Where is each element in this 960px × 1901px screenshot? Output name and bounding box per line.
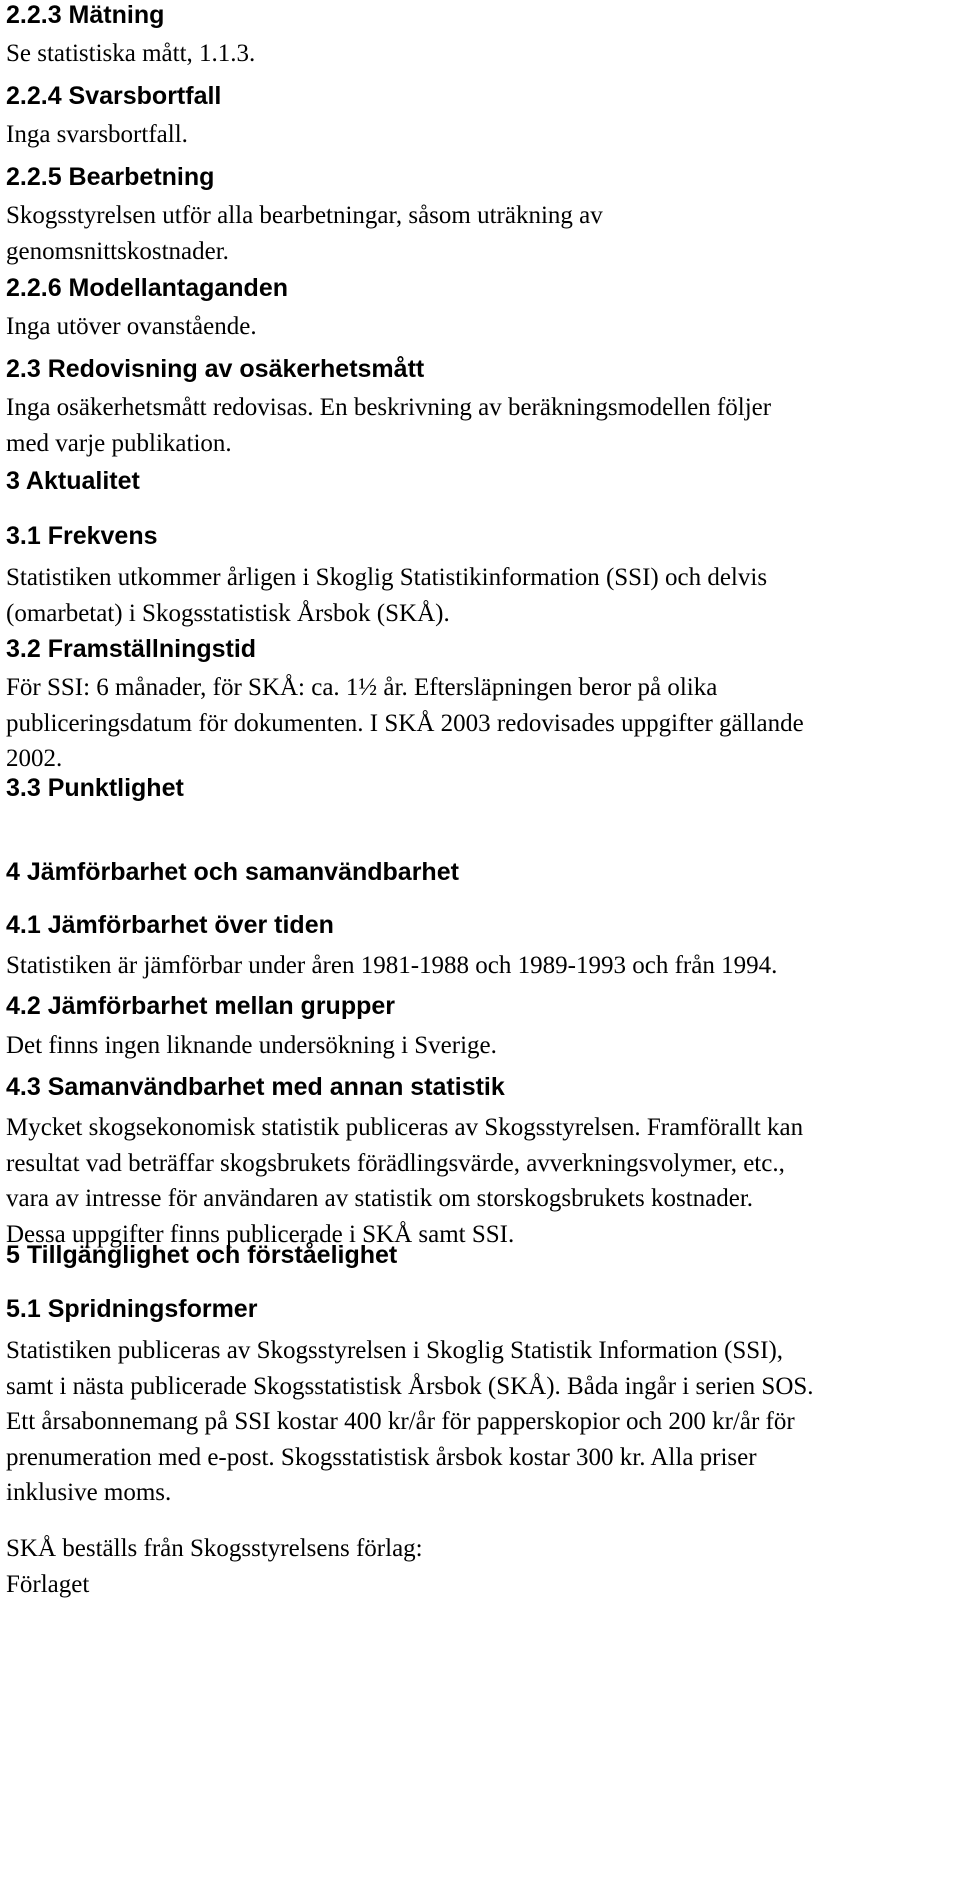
text-line: med varje publikation. (6, 429, 232, 457)
text-line: Statistiken är jämförbar under åren 1981-1988 och 1989-1993 och från 1994. (6, 952, 778, 979)
text-line: Ett årsabonnemang på SSI kostar 400 kr/år för papperskopior och 200 kr/år för (6, 1408, 795, 1435)
heading-3-3: 3.3 Punktlighet (6, 774, 184, 802)
heading-3: 3 Aktualitet (6, 467, 140, 495)
paragraph-2-2-4 (6, 117, 188, 153)
paragraph-2-2-3 (6, 36, 255, 72)
text-line: Förlaget (6, 1570, 90, 1598)
text-line: vara av intresse för användaren av statistik om storskogsbrukets kostnader. (6, 1185, 754, 1212)
paragraph-4-1 (6, 948, 777, 984)
text-line: Inga utöver ovanstående. (6, 313, 257, 340)
text-line: Skogsstyrelsen utför alla bearbetningar, såsom uträkning av (6, 202, 603, 229)
paragraph-5-1 (6, 1333, 814, 1511)
text-line: publiceringsdatum för dokumenten. I SKÅ 2003 redovisades uppgifter gällande (6, 709, 804, 737)
text-line: resultat vad beträffar skogsbrukets förädlingsvärde, avverkningsvolymer, etc., (6, 1149, 785, 1177)
heading-2-3: 2.3 Redovisning av osäkerhetsmått (6, 355, 425, 383)
text-line: Inga svarsbortfall. (6, 121, 188, 148)
heading-2-2-5: 2.2.5 Bearbetning (6, 163, 215, 191)
heading-2-2-6: 2.2.6 Modellantaganden (6, 274, 289, 302)
heading-3-1: 3.1 Frekvens (6, 522, 158, 550)
paragraph-3-1 (6, 560, 767, 631)
paragraph-2-3 (6, 390, 771, 461)
text-line: Mycket skogsekonomisk statistik publiceras av Skogsstyrelsen. Framförallt kan (6, 1114, 804, 1141)
text-line: samt i nästa publicerade Skogsstatistisk Årsbok (SKÅ). Båda ingår i serien SOS. (6, 1372, 814, 1400)
text-line: 2002. (6, 745, 63, 772)
heading-4-2: 4.2 Jämförbarhet mellan grupper (6, 992, 396, 1020)
text-line: inklusive moms. (6, 1479, 172, 1506)
text-line: Inga osäkerhetsmått redovisas. En beskrivning av beräkningsmodellen följer (6, 394, 772, 421)
heading-4-3: 4.3 Samanvändbarhet med annan statistik (6, 1073, 505, 1101)
heading-5-1: 5.1 Spridningsformer (6, 1295, 258, 1323)
text-line: Statistiken utkommer årligen i Skoglig Statistikinformation (SSI) och delvis (6, 564, 768, 591)
heading-4-1: 4.1 Jämförbarhet över tiden (6, 911, 334, 939)
paragraph-order-info (6, 1531, 423, 1602)
text-line: SKÅ beställs från Skogsstyrelsens förlag: (6, 1535, 423, 1562)
heading-3-2: 3.2 Framställningstid (6, 635, 257, 663)
text-line: För SSI: 6 månader, för SKÅ: ca. 1½ år. Eftersläpningen beror på olika (6, 674, 718, 701)
heading-2-2-3: 2.2.3 Mätning (6, 1, 165, 29)
paragraph-4-2 (6, 1028, 497, 1064)
text-line: Statistiken publiceras av Skogsstyrelsen i Skoglig Statistik Information (SSI), (6, 1337, 784, 1364)
heading-5: 5 Tillgänglighet och förståelighet (6, 1241, 398, 1269)
text-line: genomsnittskostnader. (6, 237, 229, 265)
paragraph-4-3 (6, 1110, 803, 1252)
paragraph-2-2-5 (6, 198, 603, 269)
text-line: prenumeration med e-post. Skogsstatistisk årsbok kostar 300 kr. Alla priser (6, 1443, 757, 1471)
heading-2-2-4: 2.2.4 Svarsbortfall (6, 82, 222, 110)
text-line: Dessa uppgifter finns publicerade i SKÅ samt SSI. (6, 1220, 515, 1248)
text-line: Det finns ingen liknande undersökning i Sverige. (6, 1032, 497, 1059)
text-line: (omarbetat) i Skogsstatistisk Årsbok (SKÅ). (6, 599, 450, 627)
paragraph-2-2-6 (6, 309, 257, 345)
text-line: Se statistiska mått, 1.1.3. (6, 40, 256, 67)
paragraph-3-2 (6, 670, 804, 777)
heading-4: 4 Jämförbarhet och samanvändbarhet (6, 858, 459, 886)
